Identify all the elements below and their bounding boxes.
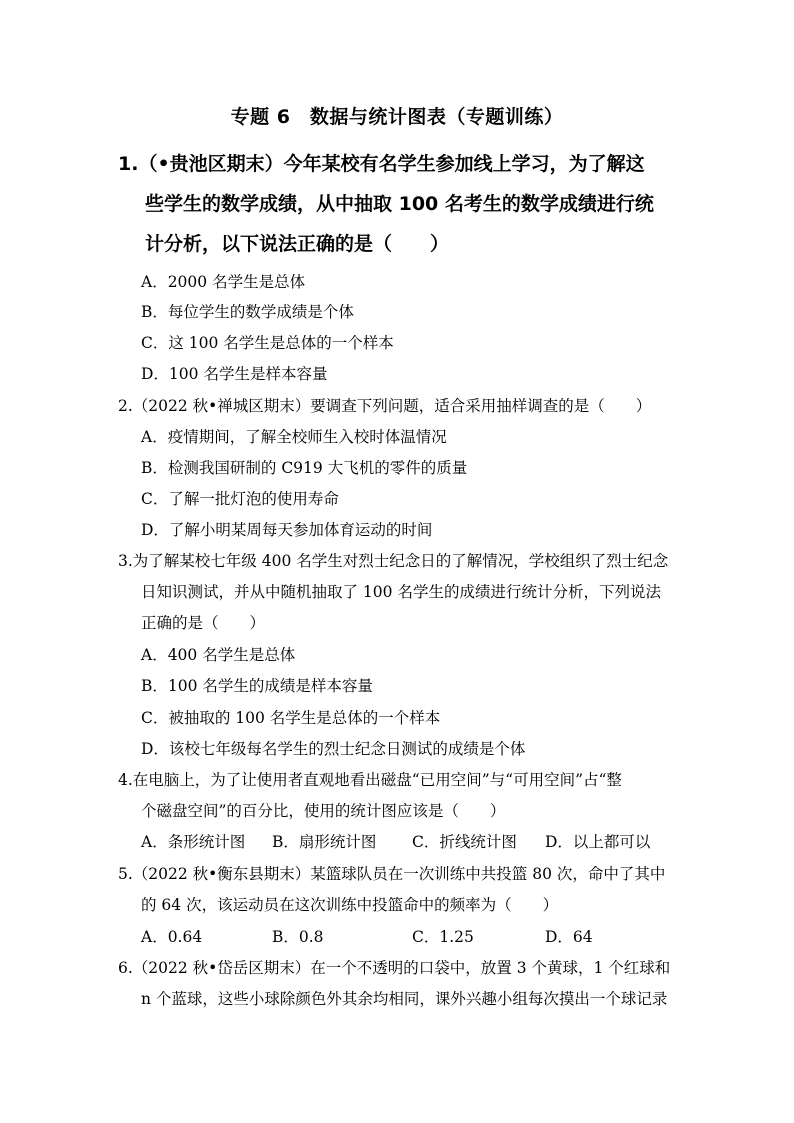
- question-3-line-2: 日知识测试，并从中随机抽取了 100 名学生的成绩进行统计分析，下列说法: [141, 583, 661, 601]
- question-4-line-2: 个磁盘空间”的百分比，使用的统计图应该是（ ）: [141, 802, 506, 820]
- question-1-line-2: 些学生的数学成绩，从中抽取 100 名考生的数学成绩进行统: [145, 193, 654, 215]
- question-5-choice-b: B．0.8: [272, 928, 324, 946]
- question-6-line-2: n 个蓝球，这些小球除颜色外其余均相同，课外兴趣小组每次摸出一个球记录: [141, 990, 668, 1008]
- question-4-line-1: 4.在电脑上，为了让使用者直观地看出磁盘“已用空间”与“可用空间”占“整: [118, 771, 622, 789]
- question-2-option-a: A．疫情期间，了解全校师生入校时体温情况: [141, 428, 447, 446]
- question-3-option-c: C．被抽取的 100 名学生是总体的一个样本: [141, 709, 441, 727]
- question-4-choice-b: B．扇形统计图: [272, 833, 377, 851]
- question-1-option-c: C．这 100 名学生是总体的一个样本: [141, 334, 394, 352]
- question-5-line-1: 5.（2022 秋•衡东县期末）某篮球队员在一次训练中共投篮 80 次，命中了其中: [118, 865, 666, 883]
- question-1-line-3: 计分析，以下说法正确的是（ ）: [145, 233, 450, 255]
- question-5-choice-c: C．1.25: [412, 928, 474, 946]
- question-3-option-a: A．400 名学生是总体: [141, 646, 296, 664]
- question-1-option-a: A．2000 名学生是总体: [141, 273, 306, 291]
- question-2-line-1: 2.（2022 秋•禅城区期末）要调查下列问题，适合采用抽样调查的是（ ）: [118, 397, 652, 415]
- question-3-option-b: B．100 名学生的成绩是样本容量: [141, 677, 373, 695]
- question-3-line-3: 正确的是（ ）: [141, 614, 266, 632]
- question-2-option-b: B．检测我国研制的 C919 大飞机的零件的质量: [141, 459, 468, 477]
- question-6-line-1: 6.（2022 秋•岱岳区期末）在一个不透明的口袋中，放置 3 个黄球，1 个红球和: [118, 959, 671, 977]
- question-5-choice-a: A．0.64: [141, 928, 203, 946]
- question-4-choice-a: A．条形统计图: [141, 833, 246, 851]
- question-2-option-d: D．了解小明某周每天参加体育运动的时间: [141, 521, 433, 539]
- question-1-option-b: B．每位学生的数学成绩是个体: [141, 303, 354, 321]
- question-3-option-d: D．该校七年级每名学生的烈士纪念日测试的成绩是个体: [141, 740, 526, 758]
- question-1-line-1: 1.（•贵池区期末）今年某校有名学生参加线上学习，为了解这: [118, 153, 645, 175]
- question-1-option-d: D．100 名学生是样本容量: [141, 365, 328, 383]
- question-4-choice-d: D．以上都可以: [545, 833, 651, 851]
- question-5-choice-d: D．64: [545, 928, 593, 946]
- page-title: 专题 6 数据与统计图表（专题训练）: [230, 106, 564, 128]
- question-2-option-c: C．了解一批灯泡的使用寿命: [141, 490, 339, 508]
- question-3-line-1: 3.为了解某校七年级 400 名学生对烈士纪念日的了解情况，学校组织了烈士纪念: [118, 552, 669, 570]
- question-5-line-2: 的 64 次，该运动员在这次训练中投篮命中的频率为（ ）: [141, 896, 559, 914]
- question-4-choice-c: C．折线统计图: [412, 833, 517, 851]
